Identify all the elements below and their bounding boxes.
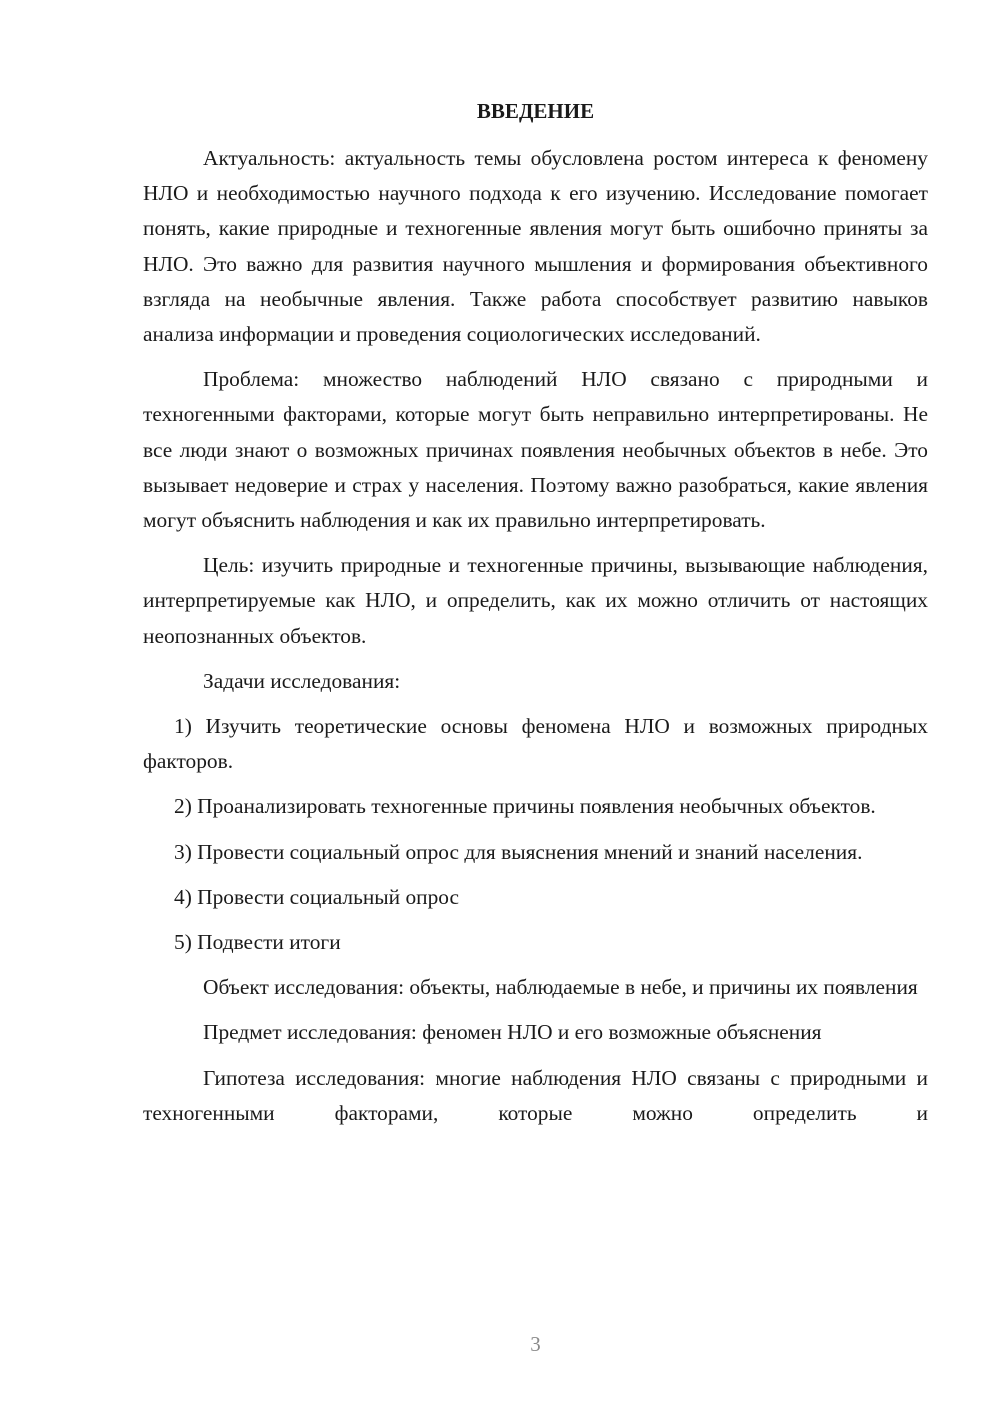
task-item: 4) Провести социальный опрос [174, 884, 460, 909]
document-page [143, 0, 928, 1414]
page-number: 3 [530, 1332, 541, 1356]
subject-paragraph: Предмет исследования: феномен НЛО и его возможные объяснения [203, 1020, 822, 1045]
goal-paragraph: Цель: изучить природные и техногенные причины, вызывающие наблюдения, интерпретируемые как НЛО, и определить, как их можно отличить от настоящих неопознанных объектов. [143, 553, 928, 648]
hypothesis-paragraph: Гипотеза исследования: многие наблюдения НЛО связаны с природными и техногенными факторами, которые можно определить и [143, 1065, 928, 1125]
task-item: 1) Изучить теоретические основы феномена НЛО и возможных природных факторов. [143, 714, 928, 774]
task-item: 3) Провести социальный опрос для выяснения мнений и знаний населения. [174, 839, 863, 864]
document-body [143, 141, 928, 1141]
section-title: ВВЕДЕНИЕ [476, 99, 595, 123]
object-paragraph: Объект исследования: объекты, наблюдаемые в небе, и причины их появления [203, 975, 918, 1000]
task-item: 2) Проанализировать техногенные причины появления необычных объектов. [174, 794, 876, 819]
problem-paragraph: Проблема: множество наблюдений НЛО связано с природными и техногенными факторами, которые могут быть неправильно интерпретированы. Не все люди знают о возможных причинах появления необычных объектов в небе. Это вызывает недоверие и страх у населения. Поэтому важно разобраться, какие явления могут объяснить наблюдения и как их правильно интерпретировать. [143, 367, 928, 533]
relevance-paragraph: Актуальность: актуальность темы обусловлена ростом интереса к феномену НЛО и необходимостью научного подхода к его изучению. Исследование помогает понять, какие природные и техногенные явления могут быть ошибочно приняты за НЛО. Это важно для развития научного мышления и формирования объективного взгляда на необычные явления. Также работа способствует развитию навыков анализа информации и проведения социологических исследований. [143, 146, 928, 347]
tasks-heading: Задачи исследования: [203, 668, 401, 693]
task-item: 5) Подвести итоги [174, 930, 341, 955]
